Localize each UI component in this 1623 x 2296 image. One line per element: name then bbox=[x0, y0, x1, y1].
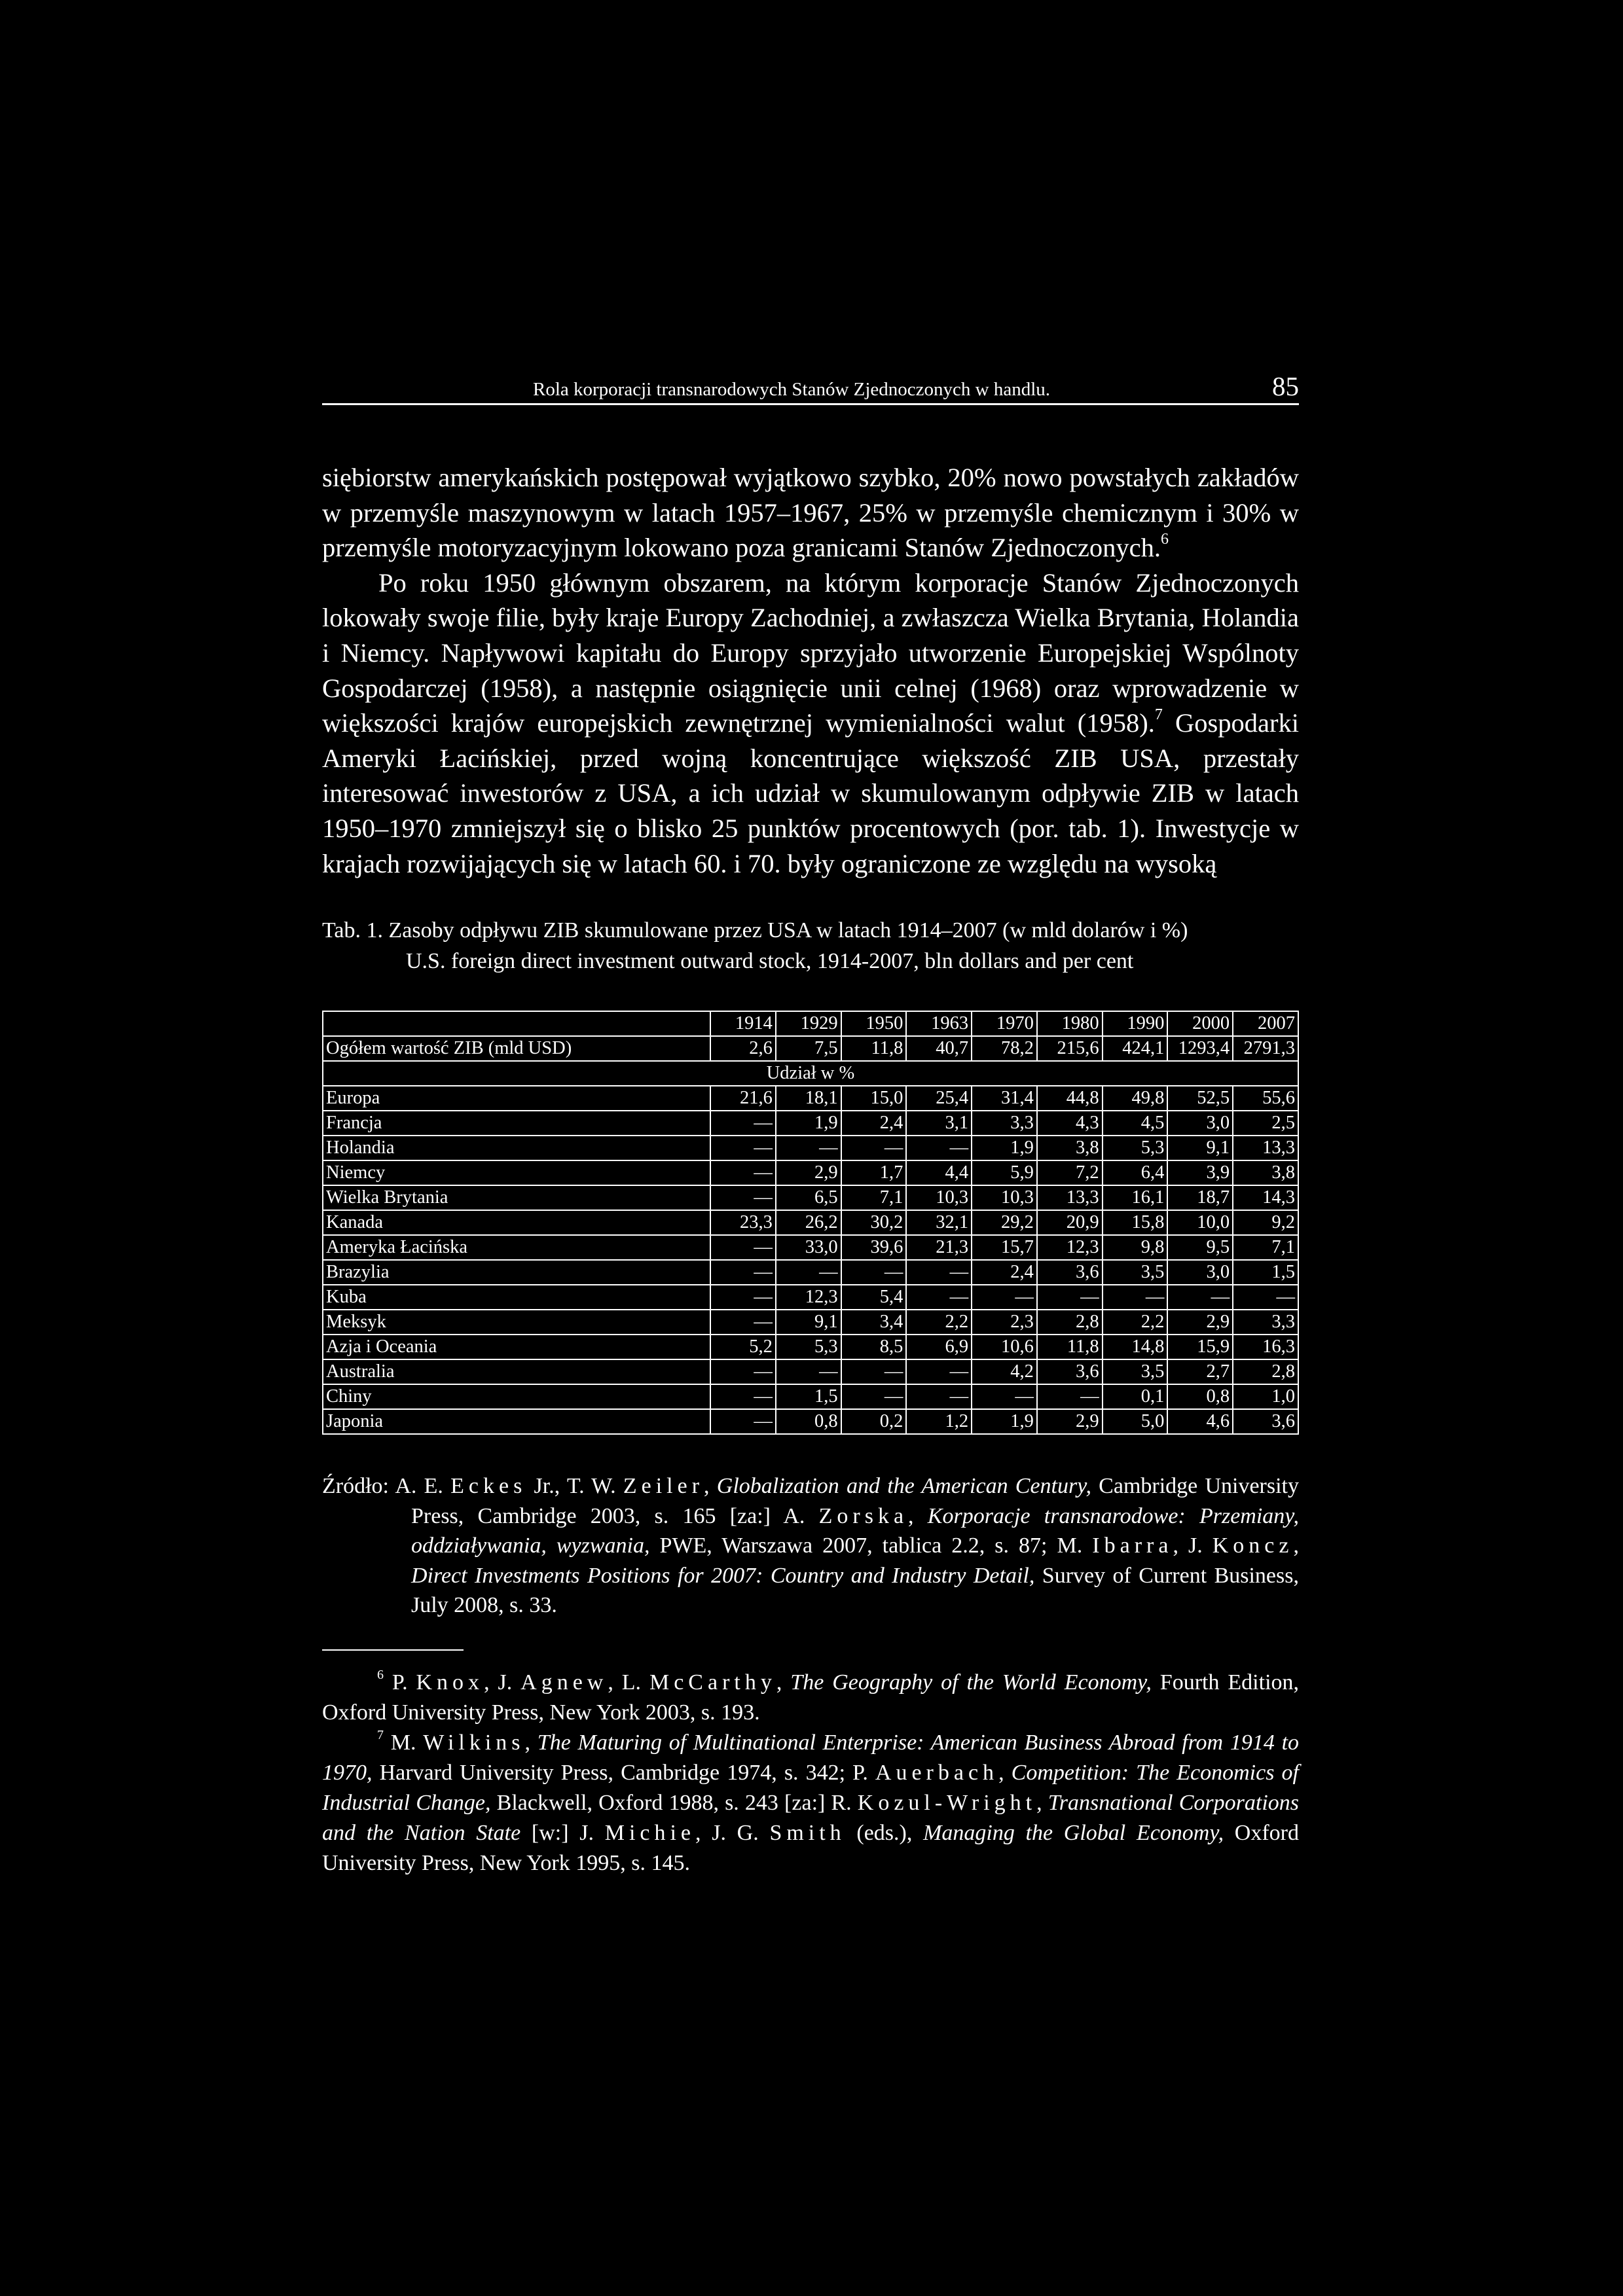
table-cell: 2,4 bbox=[841, 1111, 907, 1136]
fn-text: , J. G. bbox=[695, 1820, 770, 1845]
title-korporacje: Korporacje transnarodowe: Przemiany, oddziaływania, wyzwania, bbox=[411, 1503, 1300, 1558]
source-text: Survey of Current Business, July 2008, s. 33. bbox=[411, 1563, 1299, 1618]
table-cell: — bbox=[776, 1260, 841, 1285]
table-cell: 16,3 bbox=[1233, 1335, 1298, 1359]
year-header-1929: 1929 bbox=[776, 1011, 841, 1036]
table-row bbox=[323, 1235, 1298, 1260]
table-cell: — bbox=[710, 1359, 776, 1384]
table-row bbox=[323, 1086, 1298, 1111]
table-cell: 2,9 bbox=[776, 1160, 841, 1185]
table-cell: 6,9 bbox=[906, 1335, 972, 1359]
table-cell: 20,9 bbox=[1037, 1210, 1103, 1235]
title-competition: Competition: The Economics of Industrial Change, bbox=[322, 1760, 1299, 1815]
table-cell: — bbox=[906, 1359, 972, 1384]
fn-text: Harvard University Press, Cambridge 1974, s. 342; P. bbox=[372, 1760, 875, 1785]
table-corner-cell bbox=[323, 1011, 710, 1036]
total-value: 1293,4 bbox=[1167, 1036, 1233, 1061]
table-cell: 52,5 bbox=[1167, 1086, 1233, 1111]
table-row bbox=[323, 1359, 1298, 1384]
paragraph-2-text-a: Po roku 1950 głównym obszarem, na którym korporacje Stanów Zjednoczonych lokowały swoje filie, były kraje Europy Zachodniej, a zwłaszcza Wielka Brytania, Holandia i Niemcy. Napływowi kapitału do Europy sprzyjało utworzenie Europejskiej Wspólnoty Gospodarczej (1958), a następnie osiągnięcie unii celnej (1968) oraz wprowadzenie w większości krajów europejskich zewnętrznej wymienialności walut (1958). bbox=[322, 567, 1299, 738]
table-row bbox=[323, 1260, 1298, 1285]
table-cell: 15,7 bbox=[972, 1235, 1037, 1260]
table-cell: 5,0 bbox=[1103, 1409, 1168, 1434]
table-cell: 1,9 bbox=[972, 1409, 1037, 1434]
source-text: Cambridge University Press, Cambridge 2003, s. 165 [za:] A. bbox=[411, 1474, 1300, 1528]
year-header-1990: 1990 bbox=[1103, 1011, 1168, 1036]
table-cell: 5,9 bbox=[972, 1160, 1037, 1185]
table-cell: 3,6 bbox=[1037, 1260, 1103, 1285]
fn-text: Oxford University Press, New York 1995, s. 145. bbox=[322, 1820, 1299, 1875]
table-cell: — bbox=[710, 1310, 776, 1335]
table-cell: 7,1 bbox=[1233, 1235, 1298, 1260]
fn-text: , L. bbox=[608, 1670, 649, 1695]
table-cell: — bbox=[906, 1285, 972, 1310]
author-eckes: Eckes bbox=[450, 1474, 527, 1499]
total-value: 40,7 bbox=[906, 1036, 972, 1061]
table-cell: — bbox=[710, 1285, 776, 1310]
footnote-rule bbox=[322, 1649, 464, 1651]
share-header-row bbox=[323, 1061, 1298, 1086]
table-caption bbox=[322, 915, 1299, 977]
table-cell: 3,1 bbox=[906, 1111, 972, 1136]
page-number: 85 bbox=[1272, 371, 1299, 401]
table-cell: 3,3 bbox=[972, 1111, 1037, 1136]
author-zorska: Zorska bbox=[818, 1503, 909, 1528]
table-row bbox=[323, 1384, 1298, 1409]
row-label: Ameryka Łacińska bbox=[323, 1235, 710, 1260]
total-label: Ogółem wartość ZIB (mld USD) bbox=[323, 1036, 710, 1061]
table-caption-pl: Tab. 1. Zasoby odpływu ZIB skumulowane przez USA w latach 1914–2007 (w mld dolarów i %) bbox=[322, 918, 1188, 943]
table-cell: 3,5 bbox=[1103, 1260, 1168, 1285]
fn-text: P. bbox=[384, 1670, 416, 1695]
total-value: 11,8 bbox=[841, 1036, 907, 1061]
page bbox=[322, 367, 1299, 1878]
row-label: Azja i Oceania bbox=[323, 1335, 710, 1359]
table-cell: — bbox=[841, 1359, 907, 1384]
paragraph-2 bbox=[322, 565, 1299, 881]
row-label: Japonia bbox=[323, 1409, 710, 1434]
fn-text: Blackwell, Oxford 1988, s. 243 [za:] R. bbox=[490, 1790, 858, 1815]
source-note: Źródło: A. E. Eckes Jr., T. W. Zeiler, Globalization and the American Century, Cambridge University Press, Cambridge 2003, s. 165 [za:] A. Zorska, Korporacje transnarodowe: Przemiany, oddziaływania, wyzwania, PWE, Warszawa 2007, tablica 2.2, s. 87; M. Ibarra, J. Koncz, Direct Investments Positions for 2007: Country and Industry Detail, Survey of Current Business, July 2008, s. 33. bbox=[322, 1474, 1300, 1618]
table-cell: 4,6 bbox=[1167, 1409, 1233, 1434]
table-cell: 15,9 bbox=[1167, 1335, 1233, 1359]
table-cell: — bbox=[906, 1260, 972, 1285]
table-cell: 49,8 bbox=[1103, 1086, 1168, 1111]
table-cell: 9,1 bbox=[776, 1310, 841, 1335]
running-header bbox=[322, 367, 1299, 405]
table-cell: 4,5 bbox=[1103, 1111, 1168, 1136]
table-cell: 25,4 bbox=[906, 1086, 972, 1111]
table-cell: — bbox=[710, 1185, 776, 1210]
title-maturing: The Maturing of Multinational Enterprise: American Business Abroad from 1914 to 1970, bbox=[322, 1730, 1300, 1785]
paragraph-1-text: siębiorstw amerykańskich postępował wyjątkowo szybko, 20% nowo powstałych zakładów w przemyśle maszynowym w latach 1957–1967, 25% w przemyśle chemicznym i 30% w przemyśle motoryzacyjnym lokowano poza granicami Stanów Zjednoczonych. bbox=[322, 463, 1299, 563]
total-value: 2,6 bbox=[710, 1036, 776, 1061]
table-cell: 9,8 bbox=[1103, 1235, 1168, 1260]
total-value: 2791,3 bbox=[1233, 1036, 1298, 1061]
table-cell: — bbox=[710, 1235, 776, 1260]
total-value: 78,2 bbox=[972, 1036, 1037, 1061]
share-header: Udział w % bbox=[323, 1061, 1298, 1086]
footnote-ref-6[interactable]: 6 bbox=[1160, 531, 1169, 548]
footnote-7: $^7$ M. Wilkins, The Maturing of Multinational Enterprise: American Business Abroad from 1914 to 1970, Harvard University Press, Cambridge 1974, s. 342; P. Auerbach, Competition: The Economics of Industrial Change, Blackwell, Oxford 1988, s. 243 [za:] R. Kozul-Wright, Transnational Corporations and the Nation State [w:] J. Michie, J. G. Smith (eds.), Managing the Global Economy, Oxford University Press, New York 1995, s. 145. bbox=[322, 1727, 1300, 1875]
table-cell: — bbox=[906, 1384, 972, 1409]
year-header-2007: 2007 bbox=[1233, 1011, 1298, 1036]
author-agnew: Agnew bbox=[520, 1670, 608, 1695]
table-cell: 3,9 bbox=[1167, 1160, 1233, 1185]
table-row bbox=[323, 1409, 1298, 1434]
table-cell: — bbox=[1167, 1285, 1233, 1310]
table-cell: 10,3 bbox=[972, 1185, 1037, 1210]
table-cell: 10,6 bbox=[972, 1335, 1037, 1359]
source-text: PWE, Warszawa 2007, tablica 2.2, s. 87; M. bbox=[649, 1534, 1093, 1558]
table-cell: 14,3 bbox=[1233, 1185, 1298, 1210]
table-row bbox=[323, 1335, 1298, 1359]
table-row bbox=[323, 1210, 1298, 1235]
table-cell: 3,8 bbox=[1037, 1136, 1103, 1160]
year-header-1914: 1914 bbox=[710, 1011, 776, 1036]
table-cell: — bbox=[841, 1260, 907, 1285]
table-cell: 2,2 bbox=[1103, 1310, 1168, 1335]
paragraph-1 bbox=[322, 460, 1299, 565]
table-cell: 3,4 bbox=[841, 1310, 907, 1335]
year-header-1970: 1970 bbox=[972, 1011, 1037, 1036]
row-label: Francja bbox=[323, 1111, 710, 1136]
table-cell: 2,2 bbox=[906, 1310, 972, 1335]
row-label: Brazylia bbox=[323, 1260, 710, 1285]
row-label: Kanada bbox=[323, 1210, 710, 1235]
table-cell: 5,3 bbox=[1103, 1136, 1168, 1160]
table-cell: 16,1 bbox=[1103, 1185, 1168, 1210]
table-cell: 18,1 bbox=[776, 1086, 841, 1111]
paragraph-2-text-b: Gospodarki Ameryki Łacińskiej, przed wojną koncentrujące większość ZIB USA, przestały interesować inwestorów z USA, a ich udział w skumulowanym odpływie ZIB w latach 1950–1970 zmniejszył się o blisko 25 punktów procentowych (por. tab. 1). Inwestycje w krajach rozwijających się w latach 60. i 70. były ograniczone ze względu na wysoką bbox=[322, 708, 1299, 878]
table-cell: 5,4 bbox=[841, 1285, 907, 1310]
table-header-row bbox=[323, 1011, 1298, 1036]
table-cell: — bbox=[710, 1160, 776, 1185]
total-value: 424,1 bbox=[1103, 1036, 1168, 1061]
table-cell: 12,3 bbox=[1037, 1235, 1103, 1260]
fn-text: (eds.), bbox=[845, 1820, 924, 1845]
table-cell: — bbox=[972, 1384, 1037, 1409]
table-cell: 23,3 bbox=[710, 1210, 776, 1235]
table-row bbox=[323, 1185, 1298, 1210]
table-cell: 6,5 bbox=[776, 1185, 841, 1210]
table-cell: 15,8 bbox=[1103, 1210, 1168, 1235]
total-value: 215,6 bbox=[1037, 1036, 1103, 1061]
source-text: A. E. bbox=[395, 1474, 451, 1499]
table-cell: — bbox=[1103, 1285, 1168, 1310]
table-row bbox=[323, 1111, 1298, 1136]
table-cell: 3,0 bbox=[1167, 1260, 1233, 1285]
year-header-1950: 1950 bbox=[841, 1011, 907, 1036]
table-cell: 1,7 bbox=[841, 1160, 907, 1185]
fn-text: , J. bbox=[484, 1670, 521, 1695]
fn-text: Fourth Edition, Oxford University Press, New York 2003, s. 193. bbox=[322, 1670, 1300, 1725]
table-cell: 2,4 bbox=[972, 1260, 1037, 1285]
table-cell: 21,6 bbox=[710, 1086, 776, 1111]
table-cell: 3,5 bbox=[1103, 1359, 1168, 1384]
table-cell: 3,6 bbox=[1037, 1359, 1103, 1384]
table-cell: 1,5 bbox=[776, 1384, 841, 1409]
table-cell: 8,5 bbox=[841, 1335, 907, 1359]
author-smith: Smith bbox=[769, 1820, 846, 1845]
table-cell: 2,8 bbox=[1037, 1310, 1103, 1335]
table-cell: 4,2 bbox=[972, 1359, 1037, 1384]
table-cell: 5,3 bbox=[776, 1335, 841, 1359]
author-zeiler: Zeiler bbox=[623, 1474, 704, 1499]
row-label: Kuba bbox=[323, 1285, 710, 1310]
title-direct-investments: Direct Investments Positions for 2007: Country and Industry Detail, bbox=[411, 1563, 1035, 1588]
source-label: Źródło: bbox=[322, 1474, 395, 1499]
author-michie: Michie bbox=[604, 1820, 696, 1845]
table-total-row bbox=[323, 1036, 1298, 1061]
table-cell: 14,8 bbox=[1103, 1335, 1168, 1359]
author-mccarthy: McCarthy bbox=[649, 1670, 776, 1695]
author-ibarra: Ibarra bbox=[1092, 1534, 1173, 1558]
table-cell: 33,0 bbox=[776, 1235, 841, 1260]
table-cell: 2,3 bbox=[972, 1310, 1037, 1335]
table-cell: 30,2 bbox=[841, 1210, 907, 1235]
author-knox: Knox bbox=[416, 1670, 484, 1695]
author-koncz: Koncz bbox=[1212, 1534, 1294, 1558]
table-cell: 26,2 bbox=[776, 1210, 841, 1235]
footnote-7-number: 7 bbox=[377, 1727, 384, 1742]
table-cell: 21,3 bbox=[906, 1235, 972, 1260]
table-cell: 31,4 bbox=[972, 1086, 1037, 1111]
author-kozul-wright: Kozul-Wright bbox=[857, 1790, 1037, 1815]
table-cell: 55,6 bbox=[1233, 1086, 1298, 1111]
table-cell: 29,2 bbox=[972, 1210, 1037, 1235]
table-cell: 9,1 bbox=[1167, 1136, 1233, 1160]
table-cell: 1,0 bbox=[1233, 1384, 1298, 1409]
table-cell: 3,8 bbox=[1233, 1160, 1298, 1185]
footnote-6: $^6$ P. Knox, J. Agnew, L. McCarthy, The Geography of the World Economy, Fourth Edition, Oxford University Press, New York 2003, s. 193. bbox=[322, 1667, 1300, 1725]
table-cell: 2,9 bbox=[1167, 1310, 1233, 1335]
table-cell: 2,8 bbox=[1233, 1359, 1298, 1384]
table-cell: 13,3 bbox=[1037, 1185, 1103, 1210]
table-cell: 3,0 bbox=[1167, 1111, 1233, 1136]
table-cell: 10,3 bbox=[906, 1185, 972, 1210]
table-cell: — bbox=[906, 1136, 972, 1160]
table-cell: 0,8 bbox=[1167, 1384, 1233, 1409]
row-label: Wielka Brytania bbox=[323, 1185, 710, 1210]
total-value: 7,5 bbox=[776, 1036, 841, 1061]
table-cell: 32,1 bbox=[906, 1210, 972, 1235]
table-cell: 1,5 bbox=[1233, 1260, 1298, 1285]
table-cell: 39,6 bbox=[841, 1235, 907, 1260]
row-label: Holandia bbox=[323, 1136, 710, 1160]
table-cell: 4,4 bbox=[906, 1160, 972, 1185]
table-cell: — bbox=[710, 1384, 776, 1409]
table-cell: 5,2 bbox=[710, 1335, 776, 1359]
table-row bbox=[323, 1310, 1298, 1335]
table-cell: 10,0 bbox=[1167, 1210, 1233, 1235]
row-label: Meksyk bbox=[323, 1310, 710, 1335]
year-header-2000: 2000 bbox=[1167, 1011, 1233, 1036]
table-cell: — bbox=[1037, 1384, 1103, 1409]
table-cell: 0,2 bbox=[841, 1409, 907, 1434]
table-cell: 7,2 bbox=[1037, 1160, 1103, 1185]
table-cell: 7,1 bbox=[841, 1185, 907, 1210]
table-cell: 13,3 bbox=[1233, 1136, 1298, 1160]
table-cell: 9,5 bbox=[1167, 1235, 1233, 1260]
table-cell: 3,3 bbox=[1233, 1310, 1298, 1335]
source-text: , J. bbox=[1173, 1534, 1213, 1558]
fdi-table bbox=[322, 1011, 1299, 1435]
footnote-ref-7[interactable]: 7 bbox=[1154, 706, 1163, 723]
row-label: Chiny bbox=[323, 1384, 710, 1409]
table-row bbox=[323, 1285, 1298, 1310]
fn-text: M. bbox=[384, 1730, 424, 1755]
title-geography: The Geography of the World Economy, bbox=[790, 1670, 1152, 1695]
author-wilkins: Wilkins bbox=[423, 1730, 525, 1755]
row-label: Niemcy bbox=[323, 1160, 710, 1185]
table-row bbox=[323, 1136, 1298, 1160]
table-cell: — bbox=[972, 1285, 1037, 1310]
table-cell: — bbox=[710, 1111, 776, 1136]
title-transnational: Transnational Corporations and the Nation State bbox=[322, 1790, 1299, 1845]
table-cell: — bbox=[710, 1136, 776, 1160]
year-header-1963: 1963 bbox=[906, 1011, 972, 1036]
title-globalization: Globalization and the American Century, bbox=[716, 1474, 1091, 1499]
table-cell: 11,8 bbox=[1037, 1335, 1103, 1359]
running-title: Rola korporacji transnarodowych Stanów Zjednoczonych w handlu. bbox=[533, 379, 1051, 400]
year-header-1980: 1980 bbox=[1037, 1011, 1103, 1036]
fn-text: [w:] J. bbox=[520, 1820, 605, 1845]
table-cell: 4,3 bbox=[1037, 1111, 1103, 1136]
table-cell: 2,9 bbox=[1037, 1409, 1103, 1434]
table-cell: 2,7 bbox=[1167, 1359, 1233, 1384]
table-cell: — bbox=[710, 1409, 776, 1434]
table-cell: 1,2 bbox=[906, 1409, 972, 1434]
table-cell: — bbox=[710, 1260, 776, 1285]
table-cell: — bbox=[841, 1136, 907, 1160]
table-cell: 18,7 bbox=[1167, 1185, 1233, 1210]
title-managing: Managing the Global Economy, bbox=[923, 1820, 1224, 1845]
table-cell: 0,8 bbox=[776, 1409, 841, 1434]
source-text: Jr., T. W. bbox=[526, 1474, 623, 1499]
table-cell: — bbox=[1233, 1285, 1298, 1310]
table-cell: 12,3 bbox=[776, 1285, 841, 1310]
footnote-6-number: 6 bbox=[377, 1667, 384, 1682]
author-auerbach: Auerbach bbox=[875, 1760, 999, 1785]
table-cell: 44,8 bbox=[1037, 1086, 1103, 1111]
table-cell: 6,4 bbox=[1103, 1160, 1168, 1185]
table-cell: 2,5 bbox=[1233, 1111, 1298, 1136]
row-label: Europa bbox=[323, 1086, 710, 1111]
table-cell: 0,1 bbox=[1103, 1384, 1168, 1409]
table-cell: 15,0 bbox=[841, 1086, 907, 1111]
row-label: Australia bbox=[323, 1359, 710, 1384]
table-cell: 3,6 bbox=[1233, 1409, 1298, 1434]
table-cell: — bbox=[776, 1136, 841, 1160]
table-caption-en: U.S. foreign direct investment outward stock, 1914-2007, bln dollars and per cent bbox=[406, 949, 1134, 974]
table-row bbox=[323, 1160, 1298, 1185]
table-cell: — bbox=[841, 1384, 907, 1409]
table-cell: — bbox=[776, 1359, 841, 1384]
table-cell: 1,9 bbox=[972, 1136, 1037, 1160]
table-cell: 1,9 bbox=[776, 1111, 841, 1136]
table-cell: 9,2 bbox=[1233, 1210, 1298, 1235]
table-cell: — bbox=[1037, 1285, 1103, 1310]
